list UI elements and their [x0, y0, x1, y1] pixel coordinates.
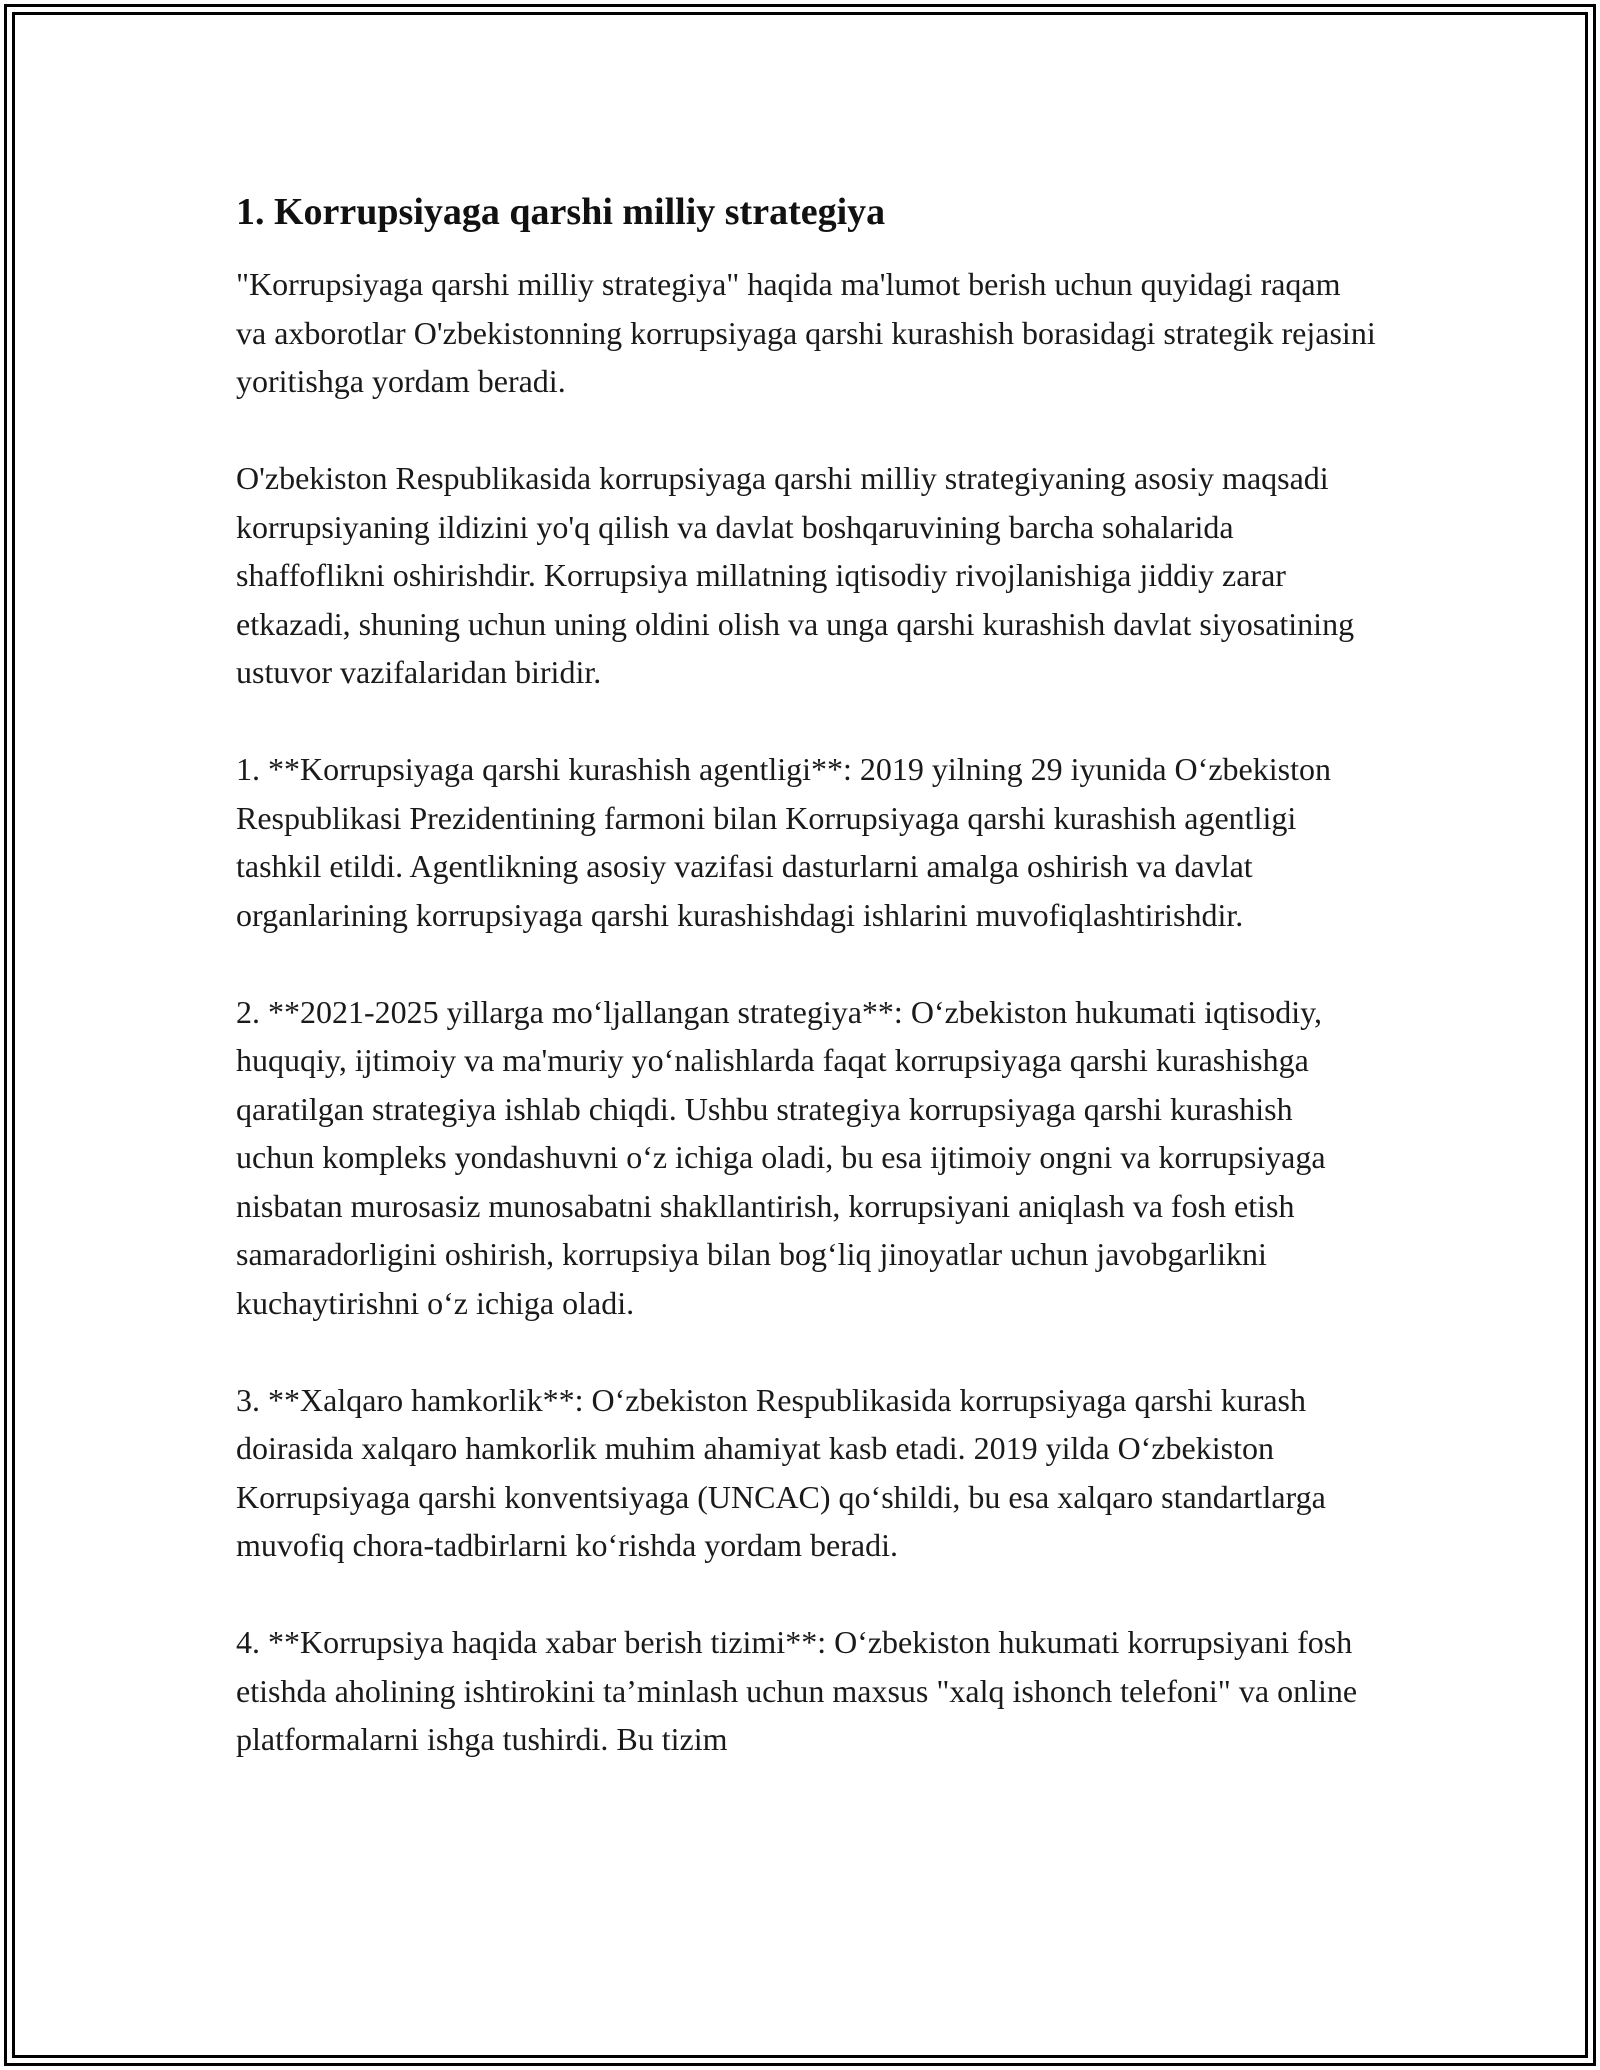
list-item-agency: 1. **Korrupsiyaga qarshi kurashish agentligi**: 2019 yilning 29 iyunida O‘zbekiston Respublikasi Prezidentining farmoni bilan Korrupsiyaga qarshi kurashish agentligi tashkil etildi. Agentlikning asosiy vazifasi dasturlarni amalga oshirish va davlat organlarining korrupsiyaga qarshi kurashishdagi ishlarini muvofiqlashtirishdir.: [236, 751, 1331, 933]
list-item-reporting: 4. **Korrupsiya haqida xabar berish tizimi**: O‘zbekiston hukumati korrupsiyani fosh etishda aholining ishtirokini ta’minlash uchun maxsus "xalq ishonch telefoni" va online platformalarni ishga tushirdi. Bu tizim: [236, 1624, 1358, 1757]
section-heading: 1. Korrupsiyaga qarshi milliy strategiya: [236, 191, 886, 233]
intro-paragraph: "Korrupsiyaga qarshi milliy strategiya" haqida ma'lumot berish uchun quyidagi raqam va axborotlar O'zbekistonning korrupsiyaga qarshi kurashish borasidagi strategik rejasini yoritishga yordam beradi.: [236, 266, 1376, 399]
list-item-international: 3. **Xalqaro hamkorlik**: O‘zbekiston Respublikasida korrupsiyaga qarshi kurash doirasida xalqaro hamkorlik muhim ahamiyat kasb etadi. 2019 yilda O‘zbekiston Korrupsiyaga qarshi konventsiyaga (UNCAC) qo‘shildi, bu esa xalqaro standartlarga muvofiq chora-tadbirlarni ko‘rishda yordam beradi.: [236, 1381, 1326, 1563]
document-body: [236, 188, 1376, 1812]
list-item-strategy: 2. **2021-2025 yillarga mo‘ljallangan strategiya**: O‘zbekiston hukumati iqtisodiy, huquqiy, ijtimoiy va ma'muriy yo‘nalishlarda faqat korrupsiyaga qarshi kurashishga qaratilgan strategiya ishlab chiqdi. Ushbu strategiya korrupsiyaga qarshi kurashish uchun kompleks yondashuvni o‘z ichiga oladi, bu esa ijtimoiy ongni va korrupsiyaga nisbatan murosasiz munosabatni shakllantirish, korrupsiyani aniqlash va fosh etish samaradorligini oshirish, korrupsiya bilan bog‘liq jinoyatlar uchun javobgarlikni kuchaytirishni o‘z ichiga oladi.: [236, 993, 1326, 1321]
goal-paragraph: O'zbekiston Respublikasida korrupsiyaga qarshi milliy strategiyaning asosiy maqsadi korrupsiyaning ildizini yo'q qilish va davlat boshqaruvining barcha sohalarida shaffoflikni oshirishdir. Korrupsiya millatning iqtisodiy rivojlanishiga jiddiy zarar etkazadi, shuning uchun uning oldini olish va unga qarshi kurashish davlat siyosatining ustuvor vazifalaridan biridir.: [236, 460, 1355, 690]
